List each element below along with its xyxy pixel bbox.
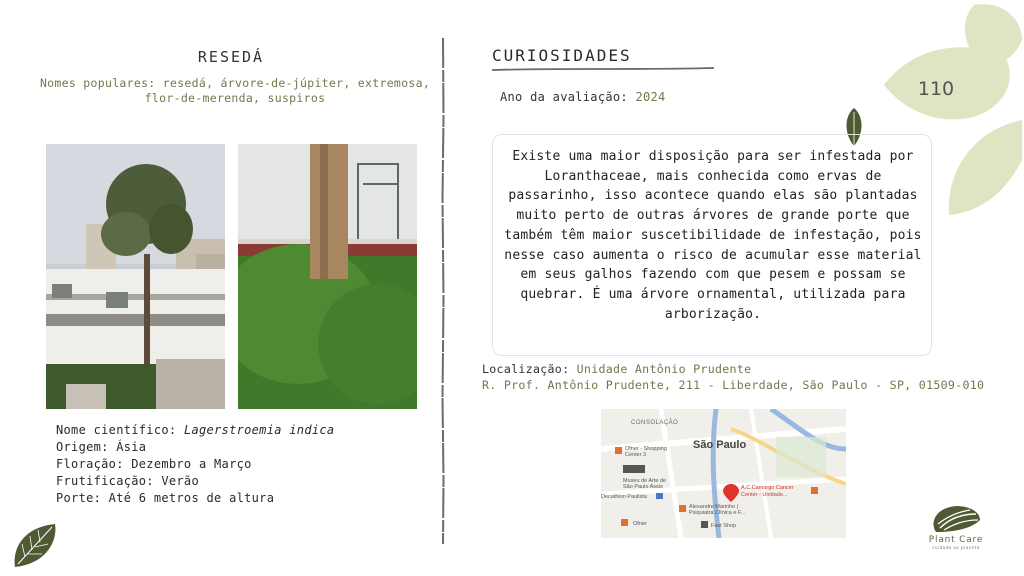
origin: Origem: Ásia <box>56 440 147 454</box>
map-poi-1: Ofner - Shopping <box>625 446 667 452</box>
curiosities-title: CURIOSIDADES <box>492 46 632 65</box>
map-poi-7: Ofner <box>633 521 647 527</box>
plant-care-logo <box>920 502 992 534</box>
scientific-name-row <box>56 422 334 439</box>
species-info <box>56 422 334 507</box>
evaluation-year-label: Ano da avaliação: <box>500 90 628 104</box>
popular-names-label: Nomes populares: <box>39 76 156 90</box>
address: R. Prof. Antônio Prudente, 211 - Liberdade, São Paulo - SP, 01509-010 <box>482 378 985 392</box>
map-poi-6: Fast Shop <box>711 523 737 529</box>
flowering: Floração: Dezembro a Março <box>56 457 252 471</box>
location <box>482 361 984 393</box>
map-poi-3: Decathlon Paulista <box>601 494 647 500</box>
leaf-icon <box>10 522 60 568</box>
map-poi-4: A.C.Camargo Cancer <box>741 485 794 491</box>
tree-photo-2 <box>238 144 417 409</box>
location-label: Localização: <box>482 362 570 376</box>
map-poi-5: Alexandre Marinho | <box>689 504 739 510</box>
evaluation-year-value: 2024 <box>635 90 666 104</box>
species-title: RESEDÁ <box>197 48 265 66</box>
popular-names-value: resedá, árvore-de-júpiter, extremosa, flor-de-merenda, suspiros <box>144 76 431 105</box>
map-district-label: CONSOLAÇÃO <box>631 420 679 426</box>
map-poi-2b: São Paulo Assis <box>623 484 663 490</box>
map-city-label: São Paulo <box>693 439 747 451</box>
map-poi-1b: Center 3 <box>625 452 647 458</box>
location-map[interactable] <box>601 409 846 538</box>
logo-tagline: cuidado ao planeta <box>932 545 980 550</box>
map-poi-4b: Center - Unidade... <box>741 492 788 498</box>
curiosity-text: Existe uma maior disposição para ser infestada por Loranthaceae, mais conhecida como ervas de passarinho, isso acontece quando elas são plantadas muito perto de outras árvores de grande porte que também têm maior suscetibilidade de infestação, pois nesse caso aumenta o risco de acumular esse material em seus galhos fazendo com que pesem e possam se quebrar. É uma árvore ornamental, utilizada para arborização. <box>504 149 922 322</box>
logo-name: Plant Care <box>928 535 984 545</box>
scientific-name-value: Lagerstroemia indica <box>183 423 335 437</box>
scientific-name-label: Nome científico: <box>56 423 177 437</box>
size: Porte: Até 6 metros de altura <box>56 491 275 505</box>
vertical-divider <box>440 38 446 544</box>
popular-names <box>30 76 440 106</box>
location-value: Unidade Antônio Prudente <box>576 362 752 376</box>
evaluation-year <box>500 90 666 104</box>
location-row <box>482 361 984 377</box>
tree-photo-1 <box>46 144 225 409</box>
map-poi-2: Museu de Arte de <box>623 478 667 484</box>
page-number: 110 <box>917 78 955 100</box>
title-underline <box>492 66 714 72</box>
fruiting: Frutificação: Verão <box>56 474 199 488</box>
map-poi-5b: Psiquiatra Clínica e F... <box>689 510 746 516</box>
